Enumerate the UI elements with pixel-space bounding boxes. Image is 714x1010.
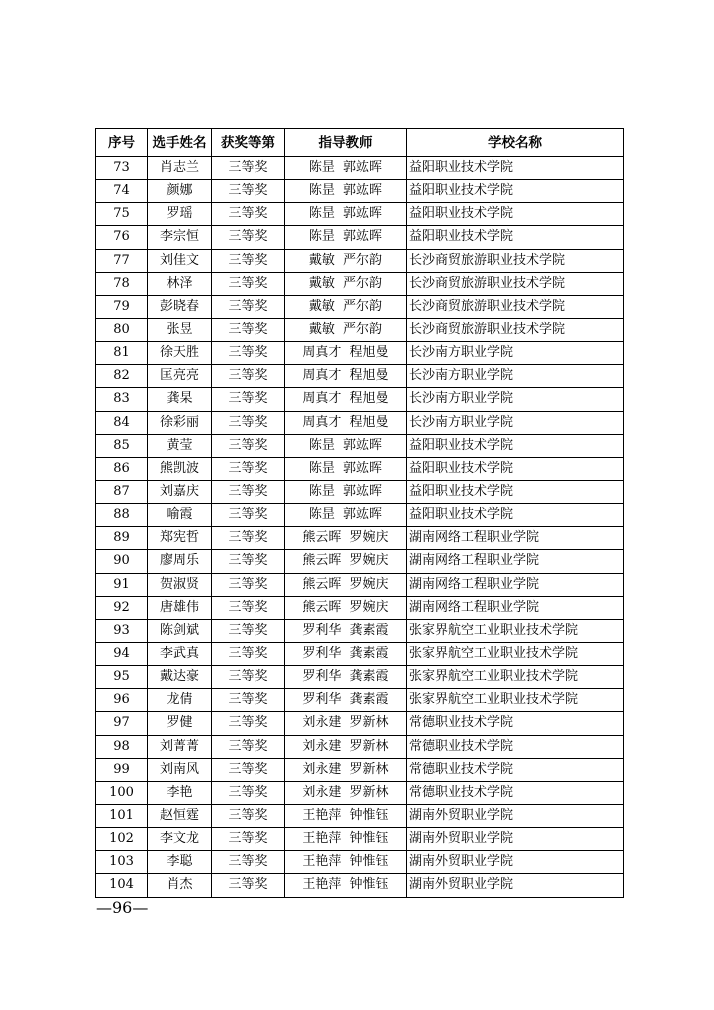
cell-instructors: 陈昰 郭竑晖 [285, 480, 407, 503]
cell-award-level: 三等奖 [212, 781, 285, 804]
cell-contestant-name: 赵恒霆 [148, 804, 212, 827]
cell-school-name: 长沙南方职业学院 [407, 388, 624, 411]
table-row [96, 180, 624, 203]
cell-school-name: 益阳职业技术学院 [407, 180, 624, 203]
cell-contestant-name: 张昱 [148, 318, 212, 341]
cell-contestant-name: 徐彩丽 [148, 411, 212, 434]
cell-school-name: 益阳职业技术学院 [407, 203, 624, 226]
cell-index: 104 [96, 874, 148, 897]
header-contestant-name: 选手姓名 [148, 129, 212, 157]
cell-contestant-name: 刘菁菁 [148, 735, 212, 758]
table-row [96, 758, 624, 781]
table-row [96, 874, 624, 897]
cell-award-level: 三等奖 [212, 851, 285, 874]
table-row [96, 619, 624, 642]
cell-contestant-name: 刘南风 [148, 758, 212, 781]
cell-school-name: 湖南网络工程职业学院 [407, 596, 624, 619]
cell-award-level: 三等奖 [212, 712, 285, 735]
cell-school-name: 益阳职业技术学院 [407, 504, 624, 527]
cell-index: 73 [96, 157, 148, 180]
cell-instructors: 周真才 程旭曼 [285, 411, 407, 434]
cell-contestant-name: 肖志兰 [148, 157, 212, 180]
table-row [96, 804, 624, 827]
cell-award-level: 三等奖 [212, 434, 285, 457]
table-row [96, 573, 624, 596]
cell-index: 74 [96, 180, 148, 203]
cell-award-level: 三等奖 [212, 828, 285, 851]
header-index: 序号 [96, 129, 148, 157]
cell-award-level: 三等奖 [212, 388, 285, 411]
table-row [96, 365, 624, 388]
cell-award-level: 三等奖 [212, 157, 285, 180]
cell-index: 94 [96, 642, 148, 665]
cell-contestant-name: 罗瑶 [148, 203, 212, 226]
cell-index: 96 [96, 689, 148, 712]
cell-instructors: 王艳萍 钟惟钰 [285, 828, 407, 851]
table-row [96, 226, 624, 249]
awards-table [95, 128, 624, 898]
page-number: —96— [96, 898, 149, 917]
cell-school-name: 益阳职业技术学院 [407, 157, 624, 180]
table-row [96, 596, 624, 619]
cell-contestant-name: 喻霞 [148, 504, 212, 527]
table-row [96, 203, 624, 226]
cell-instructors: 陈昰 郭竑晖 [285, 157, 407, 180]
table-row [96, 249, 624, 272]
cell-contestant-name: 刘嘉庆 [148, 480, 212, 503]
cell-school-name: 益阳职业技术学院 [407, 480, 624, 503]
cell-instructors: 刘永建 罗新林 [285, 781, 407, 804]
cell-index: 101 [96, 804, 148, 827]
cell-school-name: 湖南外贸职业学院 [407, 851, 624, 874]
cell-index: 79 [96, 295, 148, 318]
cell-school-name: 长沙南方职业学院 [407, 411, 624, 434]
cell-contestant-name: 龙倩 [148, 689, 212, 712]
table-row [96, 550, 624, 573]
cell-award-level: 三等奖 [212, 203, 285, 226]
cell-school-name: 湖南外贸职业学院 [407, 874, 624, 897]
cell-school-name: 长沙商贸旅游职业技术学院 [407, 318, 624, 341]
cell-instructors: 王艳萍 钟惟钰 [285, 851, 407, 874]
cell-contestant-name: 贺淑贤 [148, 573, 212, 596]
cell-school-name: 湖南网络工程职业学院 [407, 527, 624, 550]
cell-school-name: 常德职业技术学院 [407, 781, 624, 804]
cell-instructors: 熊云晖 罗婉庆 [285, 596, 407, 619]
cell-contestant-name: 李聪 [148, 851, 212, 874]
cell-award-level: 三等奖 [212, 295, 285, 318]
cell-school-name: 湖南外贸职业学院 [407, 828, 624, 851]
cell-instructors: 陈昰 郭竑晖 [285, 457, 407, 480]
cell-instructors: 周真才 程旭曼 [285, 388, 407, 411]
table-row [96, 411, 624, 434]
table-row [96, 527, 624, 550]
cell-instructors: 熊云晖 罗婉庆 [285, 573, 407, 596]
cell-contestant-name: 戴达豪 [148, 666, 212, 689]
table-row [96, 735, 624, 758]
cell-school-name: 常德职业技术学院 [407, 735, 624, 758]
cell-index: 75 [96, 203, 148, 226]
cell-school-name: 益阳职业技术学院 [407, 226, 624, 249]
cell-instructors: 戴敏 严尔韵 [285, 295, 407, 318]
cell-instructors: 陈昰 郭竑晖 [285, 180, 407, 203]
cell-index: 86 [96, 457, 148, 480]
cell-index: 88 [96, 504, 148, 527]
cell-index: 83 [96, 388, 148, 411]
cell-award-level: 三等奖 [212, 457, 285, 480]
cell-contestant-name: 龚杲 [148, 388, 212, 411]
cell-instructors: 熊云晖 罗婉庆 [285, 527, 407, 550]
cell-award-level: 三等奖 [212, 318, 285, 341]
cell-award-level: 三等奖 [212, 342, 285, 365]
cell-contestant-name: 李武真 [148, 642, 212, 665]
cell-instructors: 罗利华 龚素霞 [285, 666, 407, 689]
cell-index: 87 [96, 480, 148, 503]
cell-school-name: 长沙商贸旅游职业技术学院 [407, 272, 624, 295]
cell-contestant-name: 罗健 [148, 712, 212, 735]
table-row [96, 157, 624, 180]
table-row [96, 712, 624, 735]
cell-contestant-name: 颜娜 [148, 180, 212, 203]
cell-award-level: 三等奖 [212, 666, 285, 689]
header-award-level: 获奖等第 [212, 129, 285, 157]
cell-index: 97 [96, 712, 148, 735]
cell-index: 78 [96, 272, 148, 295]
cell-index: 90 [96, 550, 148, 573]
cell-index: 99 [96, 758, 148, 781]
cell-contestant-name: 熊凯波 [148, 457, 212, 480]
cell-index: 95 [96, 666, 148, 689]
cell-award-level: 三等奖 [212, 550, 285, 573]
cell-award-level: 三等奖 [212, 689, 285, 712]
cell-index: 100 [96, 781, 148, 804]
cell-contestant-name: 刘佳文 [148, 249, 212, 272]
table-row [96, 480, 624, 503]
cell-contestant-name: 廖周乐 [148, 550, 212, 573]
table-row [96, 666, 624, 689]
cell-index: 84 [96, 411, 148, 434]
cell-index: 85 [96, 434, 148, 457]
cell-school-name: 张家界航空工业职业技术学院 [407, 619, 624, 642]
cell-instructors: 罗利华 龚素霞 [285, 689, 407, 712]
cell-instructors: 王艳萍 钟惟钰 [285, 874, 407, 897]
cell-contestant-name: 彭晓春 [148, 295, 212, 318]
cell-award-level: 三等奖 [212, 527, 285, 550]
cell-school-name: 长沙商贸旅游职业技术学院 [407, 249, 624, 272]
cell-award-level: 三等奖 [212, 642, 285, 665]
cell-award-level: 三等奖 [212, 504, 285, 527]
cell-award-level: 三等奖 [212, 249, 285, 272]
cell-award-level: 三等奖 [212, 874, 285, 897]
table-row [96, 342, 624, 365]
cell-award-level: 三等奖 [212, 480, 285, 503]
table-row [96, 295, 624, 318]
cell-instructors: 陈昰 郭竑晖 [285, 504, 407, 527]
cell-award-level: 三等奖 [212, 596, 285, 619]
table-row [96, 781, 624, 804]
cell-school-name: 长沙南方职业学院 [407, 342, 624, 365]
table-row [96, 851, 624, 874]
cell-contestant-name: 徐天胜 [148, 342, 212, 365]
cell-school-name: 张家界航空工业职业技术学院 [407, 689, 624, 712]
cell-contestant-name: 黄莹 [148, 434, 212, 457]
cell-instructors: 陈昰 郭竑晖 [285, 203, 407, 226]
cell-contestant-name: 唐雄伟 [148, 596, 212, 619]
cell-award-level: 三等奖 [212, 735, 285, 758]
cell-contestant-name: 李文龙 [148, 828, 212, 851]
table-row [96, 828, 624, 851]
cell-school-name: 长沙商贸旅游职业技术学院 [407, 295, 624, 318]
header-school-name: 学校名称 [407, 129, 624, 157]
table-row [96, 272, 624, 295]
cell-school-name: 常德职业技术学院 [407, 758, 624, 781]
cell-contestant-name: 李宗恒 [148, 226, 212, 249]
cell-index: 76 [96, 226, 148, 249]
cell-contestant-name: 李艳 [148, 781, 212, 804]
cell-contestant-name: 肖杰 [148, 874, 212, 897]
cell-index: 92 [96, 596, 148, 619]
cell-instructors: 罗利华 龚素霞 [285, 619, 407, 642]
cell-index: 80 [96, 318, 148, 341]
cell-instructors: 周真才 程旭曼 [285, 365, 407, 388]
cell-index: 98 [96, 735, 148, 758]
cell-contestant-name: 林泽 [148, 272, 212, 295]
cell-index: 82 [96, 365, 148, 388]
cell-instructors: 熊云晖 罗婉庆 [285, 550, 407, 573]
cell-index: 77 [96, 249, 148, 272]
cell-instructors: 陈昰 郭竑晖 [285, 226, 407, 249]
table-body [96, 157, 624, 898]
cell-index: 91 [96, 573, 148, 596]
cell-school-name: 湖南网络工程职业学院 [407, 573, 624, 596]
cell-instructors: 周真才 程旭曼 [285, 342, 407, 365]
cell-school-name: 益阳职业技术学院 [407, 434, 624, 457]
header-instructors: 指导教师 [285, 129, 407, 157]
cell-school-name: 长沙南方职业学院 [407, 365, 624, 388]
cell-instructors: 刘永建 罗新林 [285, 758, 407, 781]
cell-award-level: 三等奖 [212, 758, 285, 781]
cell-instructors: 陈昰 郭竑晖 [285, 434, 407, 457]
cell-award-level: 三等奖 [212, 411, 285, 434]
cell-instructors: 戴敏 严尔韵 [285, 249, 407, 272]
table-row [96, 504, 624, 527]
cell-instructors: 刘永建 罗新林 [285, 712, 407, 735]
cell-index: 93 [96, 619, 148, 642]
cell-index: 102 [96, 828, 148, 851]
cell-school-name: 常德职业技术学院 [407, 712, 624, 735]
cell-award-level: 三等奖 [212, 619, 285, 642]
cell-index: 103 [96, 851, 148, 874]
cell-award-level: 三等奖 [212, 573, 285, 596]
cell-instructors: 戴敏 严尔韵 [285, 272, 407, 295]
table-row [96, 642, 624, 665]
table-row [96, 434, 624, 457]
table-row [96, 457, 624, 480]
cell-instructors: 王艳萍 钟惟钰 [285, 804, 407, 827]
cell-school-name: 张家界航空工业职业技术学院 [407, 642, 624, 665]
cell-school-name: 湖南网络工程职业学院 [407, 550, 624, 573]
table-row [96, 689, 624, 712]
cell-school-name: 张家界航空工业职业技术学院 [407, 666, 624, 689]
cell-instructors: 戴敏 严尔韵 [285, 318, 407, 341]
cell-index: 89 [96, 527, 148, 550]
cell-school-name: 益阳职业技术学院 [407, 457, 624, 480]
cell-contestant-name: 陈剑斌 [148, 619, 212, 642]
cell-contestant-name: 匡亮亮 [148, 365, 212, 388]
cell-instructors: 刘永建 罗新林 [285, 735, 407, 758]
cell-school-name: 湖南外贸职业学院 [407, 804, 624, 827]
cell-award-level: 三等奖 [212, 804, 285, 827]
table-row [96, 318, 624, 341]
cell-index: 81 [96, 342, 148, 365]
cell-award-level: 三等奖 [212, 226, 285, 249]
header-row [96, 129, 624, 157]
table-header [96, 129, 624, 157]
cell-award-level: 三等奖 [212, 365, 285, 388]
cell-contestant-name: 郑宪哲 [148, 527, 212, 550]
cell-award-level: 三等奖 [212, 272, 285, 295]
table-row [96, 388, 624, 411]
cell-instructors: 罗利华 龚素霞 [285, 642, 407, 665]
cell-award-level: 三等奖 [212, 180, 285, 203]
